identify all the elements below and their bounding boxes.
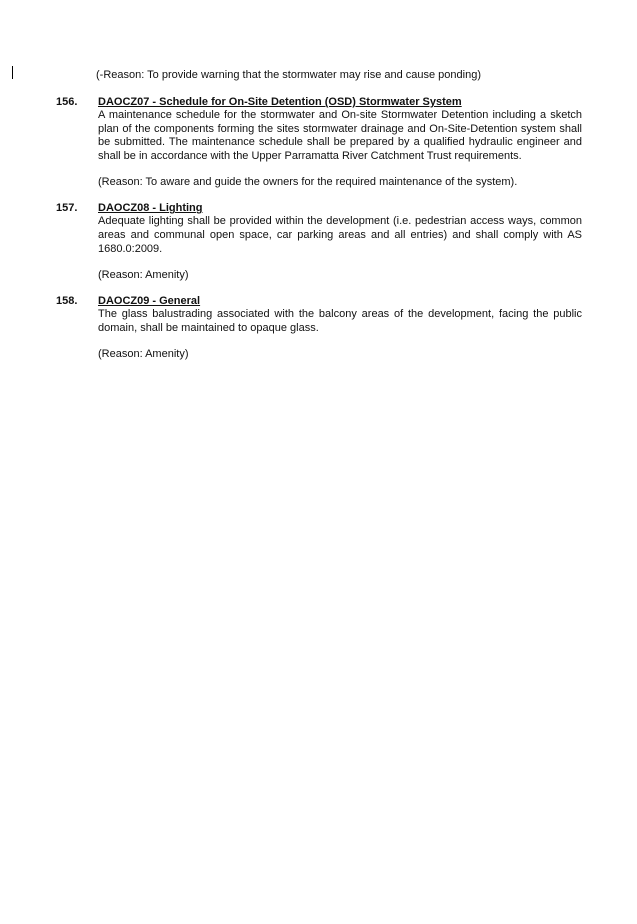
conditions-list	[56, 96, 582, 374]
revision-change-bar	[12, 66, 13, 79]
condition-text: The glass balustrading associated with the balcony areas of the development, facing the public domain, shall be maintained to opaque glass.	[98, 308, 582, 334]
condition-156	[56, 96, 582, 189]
condition-number: 158.	[56, 295, 78, 308]
carried-over-reason: (-Reason: To provide warning that the stormwater may rise and cause ponding)	[96, 69, 481, 81]
condition-157	[56, 202, 582, 282]
condition-title: DAOCZ09 - General	[98, 295, 201, 308]
condition-reason: (Reason: Amenity)	[98, 348, 189, 361]
condition-number: 156.	[56, 96, 78, 108]
condition-number: 157.	[56, 202, 78, 215]
condition-reason: (Reason: Amenity)	[98, 269, 189, 282]
condition-body	[98, 96, 582, 189]
condition-text: A maintenance schedule for the stormwater and On-site Stormwater Detention including a sketch plan of the components forming the sites stormwater drainage and On-Site-Detention system shall be submitted. The maintenance schedule shall be prepared by a qualified hydraulic engineer and shall be in accordance with the Upper Parramatta River Catchment Trust requirements.	[98, 109, 582, 162]
condition-body	[98, 295, 582, 361]
condition-text: Adequate lighting shall be provided within the development (i.e. pedestrian access ways, common areas and communal open space, car parking areas and all entries) and shall comply with AS 1680.0:2009.	[98, 215, 582, 255]
condition-reason: (Reason: To aware and guide the owners for the required maintenance of the system).	[98, 176, 518, 189]
condition-title: DAOCZ07 - Schedule for On-Site Detention (OSD) Stormwater System	[98, 96, 462, 108]
condition-body	[98, 202, 582, 282]
condition-158	[56, 295, 582, 361]
condition-title: DAOCZ08 - Lighting	[98, 202, 203, 215]
